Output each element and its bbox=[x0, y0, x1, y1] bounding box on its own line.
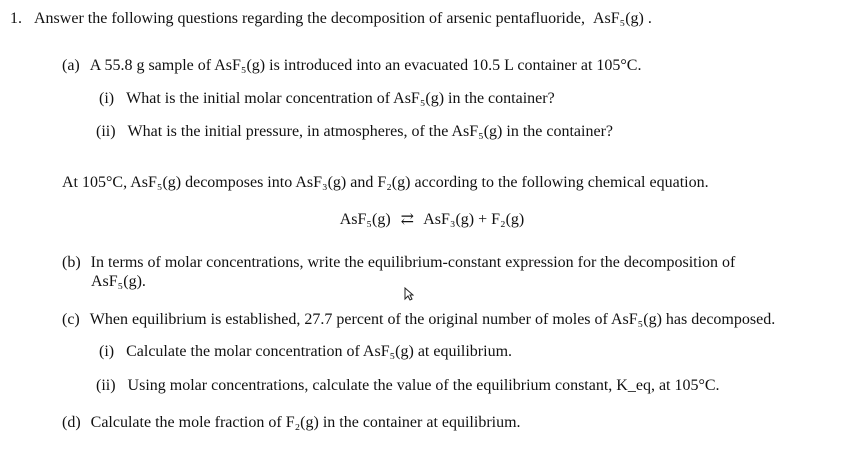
part-c-ii bbox=[96, 376, 720, 396]
part-b bbox=[62, 253, 735, 273]
part-a-i bbox=[99, 89, 555, 109]
part-a-label: (a) bbox=[62, 57, 80, 74]
part-c-label: (c) bbox=[62, 311, 80, 328]
part-c-text: When equilibrium is established, 27.7 percent of the original number of moles of AsF₅(g) has decomposed. bbox=[89, 311, 776, 328]
part-a bbox=[62, 56, 641, 76]
part-c-i bbox=[99, 342, 512, 362]
part-a-ii bbox=[96, 122, 613, 142]
part-b-label: (b) bbox=[62, 254, 81, 271]
chemical-equation bbox=[0, 209, 864, 229]
question-number: 1. bbox=[10, 10, 22, 27]
question-text: Answer the following questions regarding the decomposition of arsenic pentafluoride, bbox=[34, 10, 585, 27]
intro-text: At 105°C, AsF₅(g) decomposes into AsF₃(g) and F₂(g) according to the following chemical equation. bbox=[62, 174, 709, 191]
part-c-i-text: Calculate the molar concentration of AsF₅(g) at equilibrium. bbox=[126, 343, 513, 360]
equation-products: AsF₃(g) + F₂(g) bbox=[423, 211, 525, 228]
part-c bbox=[62, 310, 775, 330]
part-a-ii-text: What is the initial pressure, in atmospheres, of the AsF₅(g) in the container? bbox=[127, 123, 613, 140]
equation-reactant: AsF₅(g) bbox=[339, 211, 391, 228]
part-a-i-label: (i) bbox=[99, 90, 115, 107]
question-formula: AsF₅(g) . bbox=[592, 10, 652, 27]
question-1 bbox=[10, 9, 652, 29]
part-c-i-label: (i) bbox=[99, 343, 115, 360]
equilibrium-arrow-icon: ⇄ bbox=[400, 211, 415, 228]
part-c-ii-label: (ii) bbox=[96, 377, 116, 394]
part-d-label: (d) bbox=[62, 414, 81, 431]
part-a-text: A 55.8 g sample of AsF₅(g) is introduced into an evacuated 10.5 L container at 105°C. bbox=[89, 57, 642, 74]
part-b-text-line1: In terms of molar concentrations, write the equilibrium-constant expression for the decomposition of bbox=[90, 254, 736, 271]
part-d bbox=[62, 413, 521, 433]
part-a-i-text: What is the initial molar concentration of AsF₅(g) in the container? bbox=[126, 90, 555, 107]
part-c-ii-text: Using molar concentrations, calculate the value of the equilibrium constant, K_eq, at 105°C. bbox=[127, 377, 720, 394]
part-d-text: Calculate the mole fraction of F₂(g) in the container at equilibrium. bbox=[90, 414, 521, 431]
part-a-ii-label: (ii) bbox=[96, 123, 116, 140]
mouse-cursor-icon bbox=[404, 287, 414, 301]
part-b-text-line2: AsF₅(g). bbox=[91, 273, 146, 290]
